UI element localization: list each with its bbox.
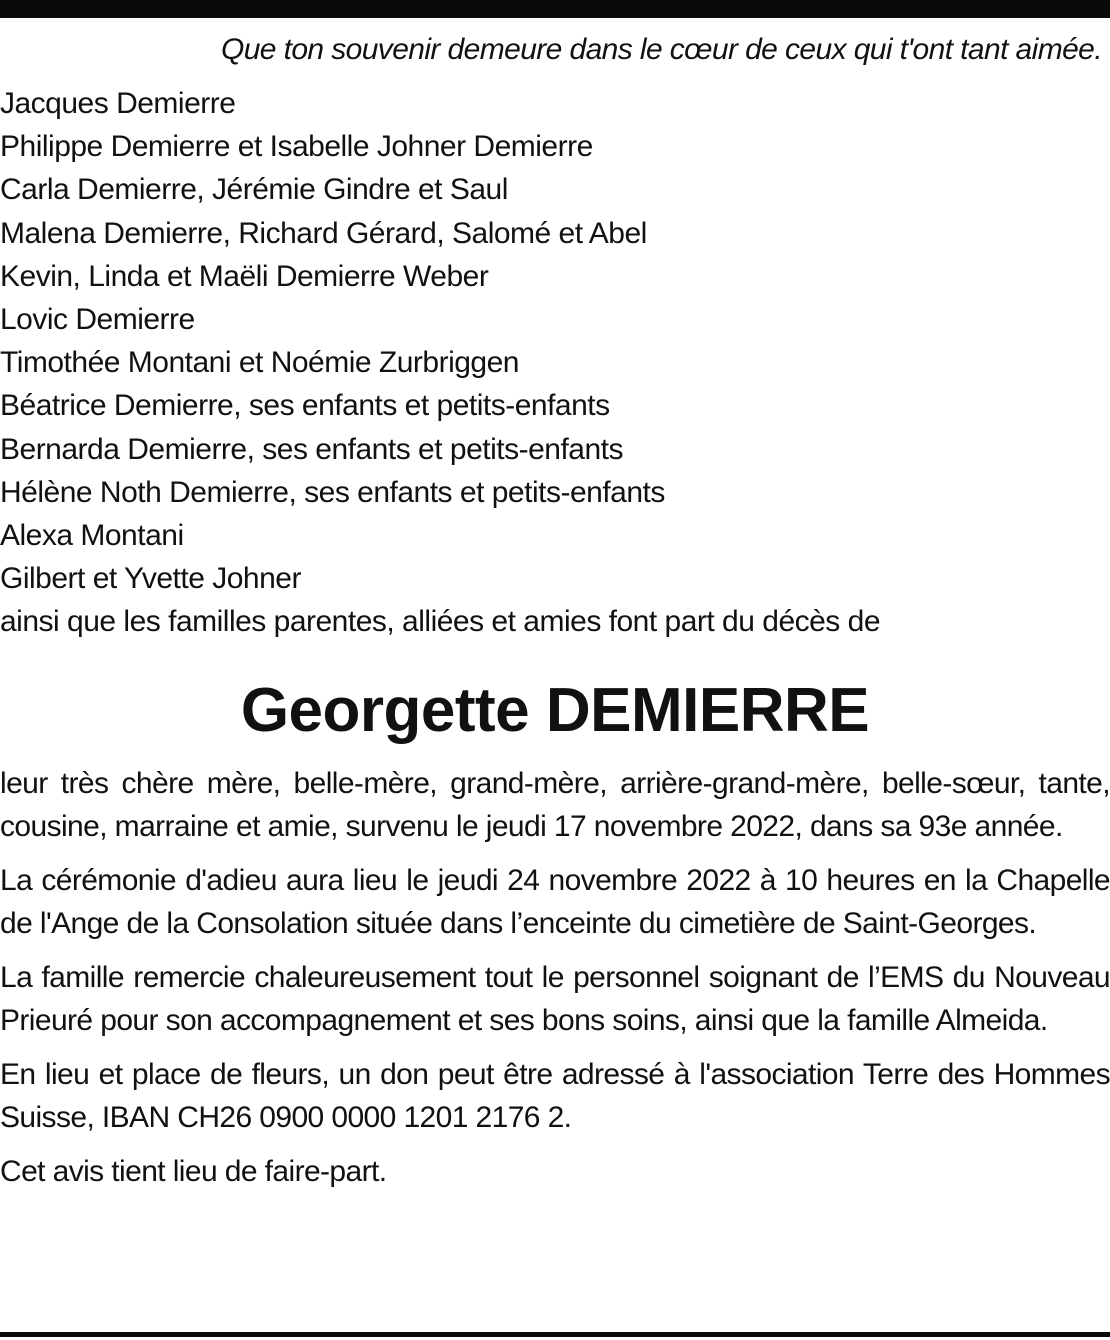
family-member: Lovic Demierre bbox=[0, 303, 195, 337]
family-list bbox=[0, 82, 1110, 644]
top-border-rule bbox=[0, 0, 1110, 18]
obituary-notice bbox=[0, 28, 1110, 1204]
epigraph: Que ton souvenir demeure dans le cœur de ceux qui t'ont tant aimée. bbox=[220, 33, 1102, 66]
family-member: Jacques Demierre bbox=[0, 87, 236, 120]
family-member: Philippe Demierre et Isabelle Johner Demierre bbox=[0, 130, 593, 164]
ceremony-paragraph: La cérémonie d'adieu aura lieu le jeudi 24 novembre 2022 à 10 heures en la Chapelle de l'Ange de la Consolation située dans l’enceinte du cimetière de Saint-Georges. bbox=[0, 863, 1110, 940]
family-member: Carla Demierre, Jérémie Gindre et Saul bbox=[0, 173, 508, 207]
bottom-border-rule bbox=[0, 1332, 1110, 1337]
family-member: Hélène Noth Demierre, ses enfants et petits-enfants bbox=[0, 475, 665, 509]
family-member: Timothée Montani et Noémie Zurbriggen bbox=[0, 346, 519, 380]
family-member: Alexa Montani bbox=[0, 519, 184, 553]
closing-line: Cet avis tient lieu de faire-part. bbox=[0, 1154, 387, 1188]
family-member: Bernarda Demierre, ses enfants et petits-enfants bbox=[0, 432, 623, 466]
thanks-paragraph: La famille remercie chaleureusement tout le personnel soignant de l’EMS du Nouveau Prieuré pour son accompagnement et ses bons soins, ainsi que la famille Almeida. bbox=[0, 960, 1110, 1037]
family-member: Béatrice Demierre, ses enfants et petits-enfants bbox=[0, 389, 610, 423]
relationship-paragraph: leur très chère mère, belle-mère, grand-mère, arrière-grand-mère, belle-sœur, tante, cousine, marraine et amie, survenu le jeudi 17 novembre 2022, dans sa 93e année. bbox=[0, 766, 1110, 843]
deceased-name: Georgette DEMIERRE bbox=[240, 675, 870, 745]
family-member: Malena Demierre, Richard Gérard, Salomé et Abel bbox=[0, 216, 647, 250]
family-member: Kevin, Linda et Maëli Demierre Weber bbox=[0, 259, 489, 293]
donation-paragraph: En lieu et place de fleurs, un don peut être adressé à l'association Terre des Hommes Suisse, IBAN CH26 0900 0000 1201 2176 2. bbox=[0, 1057, 1110, 1134]
family-member: Gilbert et Yvette Johner bbox=[0, 562, 301, 596]
announcement-line: ainsi que les familles parentes, alliées et amies font part du décès de bbox=[0, 605, 881, 639]
